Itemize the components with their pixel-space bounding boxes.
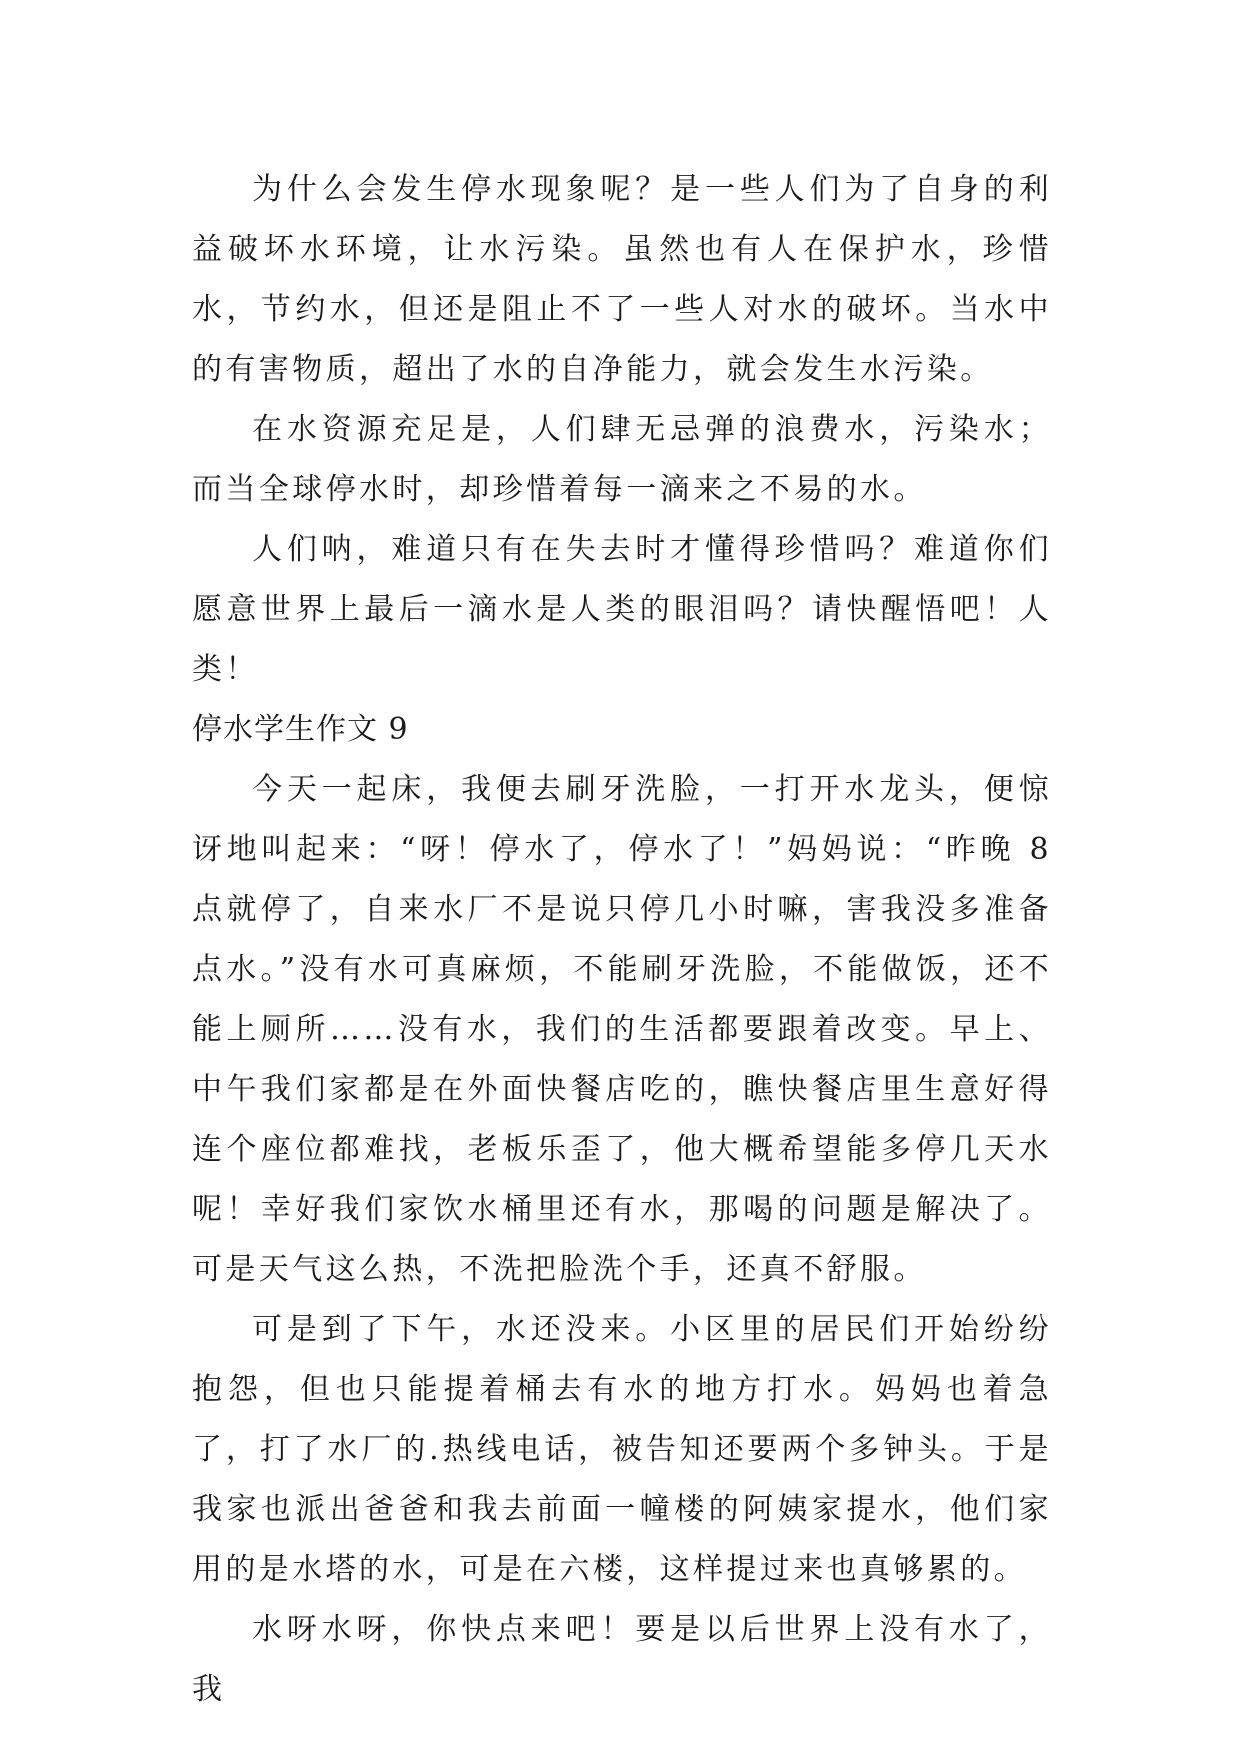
section-heading: 停水学生作文 9 xyxy=(192,712,409,747)
paragraph-1: 为什么会发生停水现象呢？是一些人们为了自身的利益破坏水环境，让水污染。虽然也有人在保护水，珍惜水，节约水，但还是阻止不了一些人对水的破坏。当水中的有害物质，超出了水的自净能力，就会发生水污染。 xyxy=(192,172,1052,387)
paragraph-5: 可是到了下午，水还没来。小区里的居民们开始纷纷抱怨，但也只能提着桶去有水的地方打水。妈妈也着急了，打了水厂的.热线电话，被告知还要两个多钟头。于是我家也派出爸爸和我去前面一幢楼的阿姨家提水，他们家用的是水塔的水，可是在六楼，这样提过来也真够累的。 xyxy=(192,1312,1052,1587)
paragraph-2: 在水资源充足是，人们肆无忌弹的浪费水，污染水；而当全球停水时，却珍惜着每一滴来之不易的水。 xyxy=(192,412,1052,507)
document-body xyxy=(192,160,1052,1720)
paragraph-4: 今天一起床，我便去刷牙洗脸，一打开水龙头，便惊讶地叫起来：“呀！停水了，停水了！”妈妈说：“昨晚 8 点就停了，自来水厂不是说只停几小时嘛，害我没多准备点水。”没有水可真麻烦，不能刷牙洗脸，不能做饭，还不能上厕所……没有水，我们的生活都要跟着改变。早上、中午我们家都是在外面快餐店吃的，瞧快餐店里生意好得连个座位都难找，老板乐歪了，他大概希望能多停几天水呢！幸好我们家饮水桶里还有水，那喝的问题是解决了。可是天气这么热，不洗把脸洗个手，还真不舒服。 xyxy=(192,772,1052,1287)
paragraph-3: 人们呐，难道只有在失去时才懂得珍惜吗？难道你们愿意世界上最后一滴水是人类的眼泪吗？请快醒悟吧！人类！ xyxy=(192,532,1052,687)
paragraph-6: 水呀水呀，你快点来吧！要是以后世界上没有水了，我 xyxy=(192,1612,1052,1707)
